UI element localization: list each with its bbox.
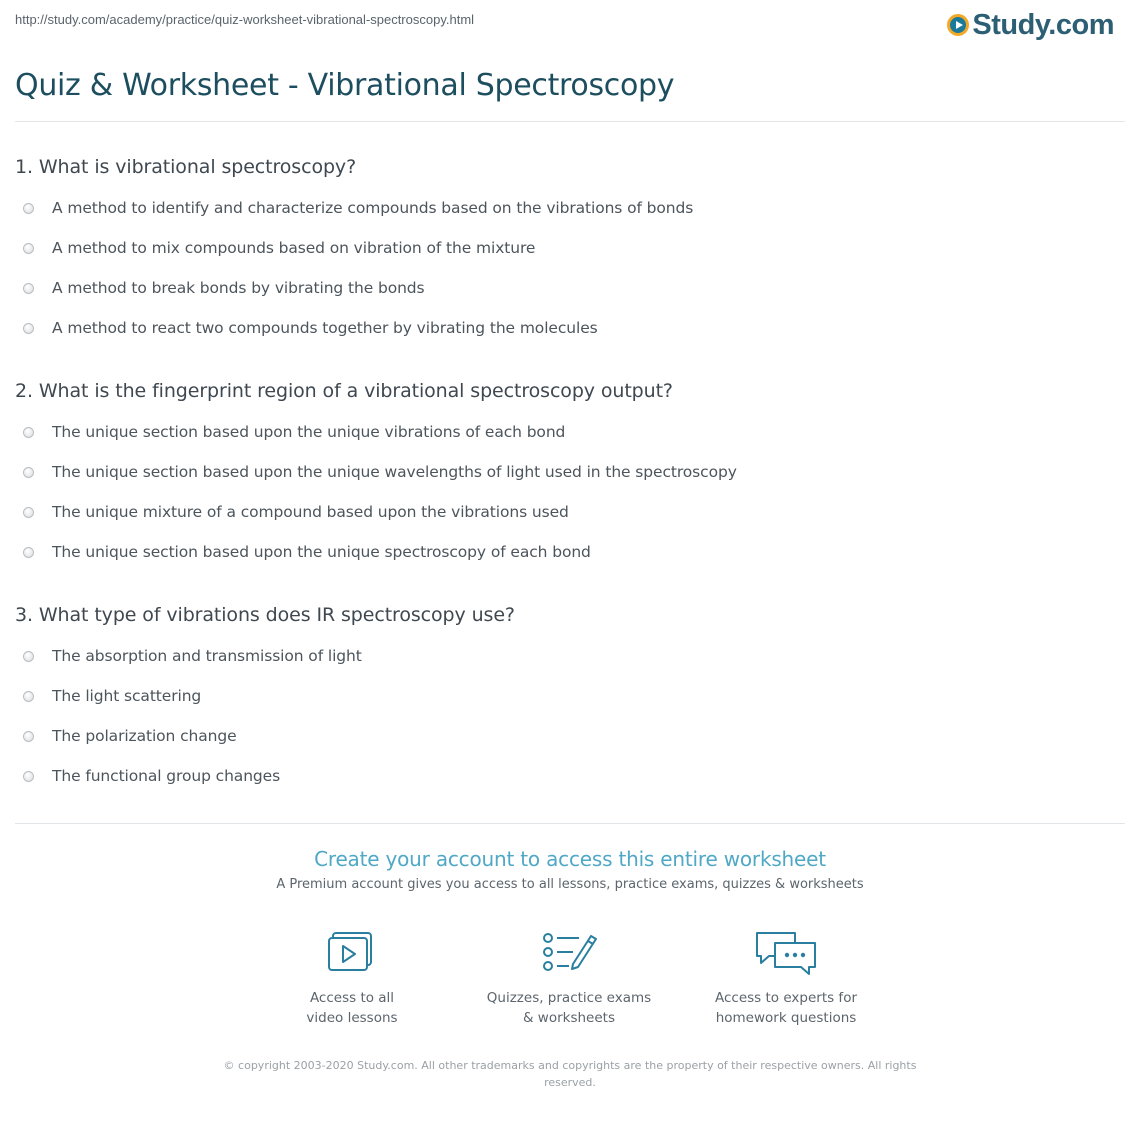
feature-label-line: Quizzes, practice exams xyxy=(486,990,652,1006)
logo-text: Study.com xyxy=(972,8,1114,41)
question-1 xyxy=(15,156,1115,337)
answer-text: The unique section based upon the unique vibrations of each bond xyxy=(52,423,566,441)
answer-text: The polarization change xyxy=(52,727,237,745)
radio-button-icon[interactable] xyxy=(23,771,34,782)
play-logo-icon xyxy=(947,14,969,36)
answer-text: The functional group changes xyxy=(52,767,281,785)
feature-label xyxy=(252,988,452,1028)
feature-label-line: video lessons xyxy=(306,1010,398,1026)
radio-button-icon[interactable] xyxy=(23,203,34,214)
question-title: 3. What type of vibrations does IR spectroscopy use? xyxy=(15,604,515,626)
answer-option[interactable] xyxy=(15,236,535,260)
answer-option[interactable] xyxy=(15,540,591,564)
create-account-link[interactable]: Create your account to access this entire worksheet xyxy=(314,847,826,871)
page-url: http://study.com/academy/practice/quiz-worksheet-vibrational-spectroscopy.html xyxy=(15,12,475,27)
feature-label xyxy=(469,988,669,1028)
study-logo[interactable] xyxy=(947,8,1114,42)
radio-button-icon[interactable] xyxy=(23,243,34,254)
question-title: 1. What is vibrational spectroscopy? xyxy=(15,156,357,178)
answer-option[interactable] xyxy=(15,644,362,668)
answer-text: The unique section based upon the unique spectroscopy of each bond xyxy=(52,543,591,561)
feature-label-line: & worksheets xyxy=(522,1010,615,1026)
feature-video-lessons xyxy=(252,930,452,1028)
radio-button-icon[interactable] xyxy=(23,691,34,702)
feature-label-line: Access to all xyxy=(309,990,395,1006)
copyright-notice xyxy=(215,1057,925,1091)
cta-subtitle: A Premium account gives you access to all lessons, practice exams, quizzes & worksheets xyxy=(276,877,864,892)
radio-button-icon[interactable] xyxy=(23,467,34,478)
radio-button-icon[interactable] xyxy=(23,731,34,742)
answer-option[interactable] xyxy=(15,196,693,220)
question-2 xyxy=(15,380,1115,561)
answer-option[interactable] xyxy=(15,276,425,300)
answer-text: The absorption and transmission of light xyxy=(52,647,362,665)
radio-button-icon[interactable] xyxy=(23,427,34,438)
feature-label-line: Access to experts for xyxy=(714,990,857,1006)
feature-experts xyxy=(686,930,886,1028)
chat-bubbles-icon xyxy=(753,930,819,976)
feature-label-line: homework questions xyxy=(715,1010,857,1026)
radio-button-icon[interactable] xyxy=(23,283,34,294)
radio-button-icon[interactable] xyxy=(23,323,34,334)
question-title: 2. What is the fingerprint region of a vibrational spectroscopy output? xyxy=(15,380,673,402)
feature-quizzes xyxy=(469,930,669,1028)
answer-option[interactable] xyxy=(15,420,565,444)
page-title: Quiz & Worksheet - Vibrational Spectroscopy xyxy=(15,68,675,103)
copyright-line: reserved. xyxy=(544,1076,596,1089)
radio-button-icon[interactable] xyxy=(23,651,34,662)
answer-option[interactable] xyxy=(15,764,280,788)
answer-option[interactable] xyxy=(15,500,569,524)
answer-option[interactable] xyxy=(15,684,201,708)
answer-text: A method to react two compounds together by vibrating the molecules xyxy=(52,319,598,337)
cta-divider xyxy=(15,823,1125,824)
answer-text: The unique mixture of a compound based upon the vibrations used xyxy=(52,503,569,521)
answer-text: A method to mix compounds based on vibration of the mixture xyxy=(52,239,536,257)
video-lesson-icon xyxy=(324,930,380,976)
answer-text: The unique section based upon the unique wavelengths of light used in the spectroscopy xyxy=(52,463,737,481)
feature-label xyxy=(686,988,886,1028)
answer-option[interactable] xyxy=(15,460,737,484)
copyright-line: © copyright 2003-2020 Study.com. All other trademarks and copyrights are the property of their respective owners. All rights xyxy=(223,1059,917,1072)
answer-text: A method to identify and characterize compounds based on the vibrations of bonds xyxy=(52,199,694,217)
answer-option[interactable] xyxy=(15,316,598,340)
answer-option[interactable] xyxy=(15,724,237,748)
quiz-checklist-icon xyxy=(539,930,599,976)
radio-button-icon[interactable] xyxy=(23,547,34,558)
title-divider xyxy=(15,121,1125,122)
radio-button-icon[interactable] xyxy=(23,507,34,518)
answer-text: The light scattering xyxy=(52,687,202,705)
answer-text: A method to break bonds by vibrating the bonds xyxy=(52,279,425,297)
question-3 xyxy=(15,604,1115,785)
